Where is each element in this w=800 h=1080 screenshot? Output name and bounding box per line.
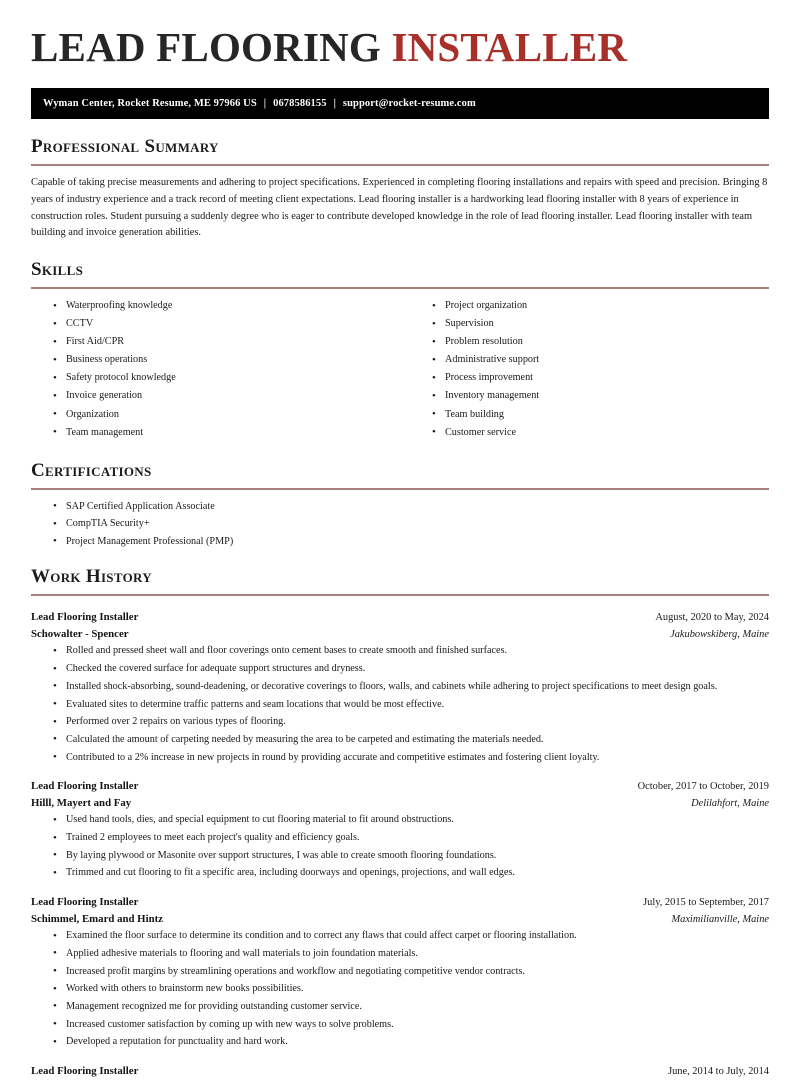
section-heading-summary: Professional Summary [31, 136, 219, 158]
page-title [31, 0, 769, 69]
job-dates: August, 2020 to May, 2024 [655, 612, 769, 624]
skills-columns [31, 298, 769, 443]
job-responsibilities-list [31, 928, 769, 1050]
list-item: • First Aid/CPR [53, 334, 400, 350]
list-item: • Increased profit margins by streamlining operations and workflow and negotiating competitive vendor contracts. [53, 964, 769, 980]
list-item: • Team building [432, 407, 769, 423]
contact-separator: | [333, 98, 336, 110]
list-item: • CompTIA Security+ [53, 516, 769, 532]
skills-list-left [31, 298, 400, 440]
job-title: Lead Flooring Installer [31, 611, 139, 624]
section-professional-summary [31, 136, 769, 242]
list-item: • Project Management Professional (PMP) [53, 534, 769, 550]
section-heading-skills: Skills [31, 259, 84, 281]
job-responsibilities-list [31, 812, 769, 881]
work-history-entry [31, 1063, 769, 1080]
job-title: Lead Flooring Installer [31, 895, 139, 908]
list-item: • Organization [53, 407, 400, 423]
name-accent: INSTALLER [391, 24, 628, 70]
list-item: • Safety protocol knowledge [53, 370, 400, 386]
job-header-row [31, 609, 769, 626]
list-item: • Process improvement [432, 370, 769, 386]
contact-email[interactable]: support@rocket-resume.com [342, 98, 476, 110]
list-item: • Administrative support [432, 352, 769, 368]
job-header-row [31, 778, 769, 795]
work-history-entry [31, 778, 769, 881]
job-title: Lead Flooring Installer [31, 780, 139, 793]
job-company: Schimmel, Emard and Hintz [31, 913, 163, 926]
job-location: Jakubowskiberg, Maine [670, 629, 769, 641]
list-item: • By laying plywood or Masonite over support structures, I was able to create smooth flooring foundations. [53, 848, 769, 864]
job-dates: July, 2015 to September, 2017 [643, 896, 769, 908]
list-item: • Trained 2 employees to meet each project's quality and efficiency goals. [53, 830, 769, 846]
contact-address: Wyman Center, Rocket Resume, ME 97966 US [43, 98, 257, 110]
list-item: • Contributed to a 2% increase in new projects in round by providing accurate and competitive estimates and fostering client loyalty. [53, 750, 769, 766]
section-divider [31, 488, 769, 490]
contact-phone[interactable]: 0678586155 [273, 98, 327, 110]
skills-list-right [410, 298, 769, 440]
section-divider [31, 287, 769, 289]
list-item: • Team management [53, 425, 400, 441]
list-item: • Project organization [432, 298, 769, 314]
list-item: • Waterproofing knowledge [53, 298, 400, 314]
list-item: • Applied adhesive materials to flooring and wall materials to join foundation materials. [53, 946, 769, 962]
contact-bar [31, 88, 769, 119]
section-skills [31, 259, 769, 443]
job-company: Hilll, Mayert and Fay [31, 797, 132, 810]
certifications-list [31, 499, 769, 550]
skills-column-right [400, 298, 769, 443]
list-item: • Examined the floor surface to determine its condition and to correct any flaws that could affect carpet or flooring installation. [53, 928, 769, 944]
job-title: Lead Flooring Installer [31, 1064, 139, 1077]
name-primary: LEAD FLOORING [31, 24, 381, 70]
job-company: Schowalter - Spencer [31, 628, 129, 641]
list-item: • Developed a reputation for punctuality and hard work. [53, 1034, 769, 1050]
section-divider [31, 594, 769, 596]
job-subheader-row [31, 911, 769, 928]
list-item: • Evaluated sites to determine traffic patterns and seam locations that would be most effective. [53, 697, 769, 713]
list-item: • Inventory management [432, 388, 769, 404]
list-item: • SAP Certified Application Associate [53, 499, 769, 515]
job-location: Maximilianville, Maine [671, 914, 769, 926]
list-item: • Worked with others to brainstorm new books possibilities. [53, 981, 769, 997]
section-heading-work-history: Work History [31, 566, 152, 588]
list-item: • Supervision [432, 316, 769, 332]
list-item: • Used hand tools, dies, and special equipment to cut flooring material to fit around obstructions. [53, 812, 769, 828]
section-divider [31, 164, 769, 166]
list-item: • Management recognized me for providing outstanding customer service. [53, 999, 769, 1015]
job-subheader-row [31, 626, 769, 643]
list-item: • Performed over 2 repairs on various types of flooring. [53, 714, 769, 730]
section-heading-certifications: Certifications [31, 459, 152, 481]
list-item: • Increased customer satisfaction by coming up with new ways to solve problems. [53, 1017, 769, 1033]
job-header-row [31, 1063, 769, 1080]
list-item: • Problem resolution [432, 334, 769, 350]
list-item: • Invoice generation [53, 388, 400, 404]
list-item: • Checked the covered surface for adequate support structures and dryness. [53, 661, 769, 677]
list-item: • Customer service [432, 425, 769, 441]
summary-text: Capable of taking precise measurements and adhering to project specifications. Experienced in completing flooring installations and repairs with speed and precision. Bringing 8 years of industry experience and a track record of meeting client expectations. Lead flooring installer is a hardworking lead flooring installer with 8 years of experience in construction roles. Student pursuing a suddenly degree who is eager to contribute developed knowledge in the role of lead flooring installer. Lead flooring installer with team building and invoice generation abilities. [31, 176, 768, 239]
list-item: • Installed shock-absorbing, sound-deadening, or decorative coverings to floors, walls, and cabinets while adhering to project specifications to meet design goals. [53, 679, 769, 695]
list-item: • CCTV [53, 316, 400, 332]
section-work-history [31, 566, 769, 1079]
list-item: • Business operations [53, 352, 400, 368]
job-header-row [31, 894, 769, 911]
work-history-entry [31, 609, 769, 765]
job-dates: October, 2017 to October, 2019 [637, 781, 769, 793]
list-item: • Calculated the amount of carpeting needed by measuring the area to be carpeted and estimating the materials needed. [53, 732, 769, 748]
work-history-entry [31, 894, 769, 1050]
job-location: Delilahfort, Maine [691, 798, 769, 810]
contact-separator: | [263, 98, 267, 110]
job-dates: June, 2014 to July, 2014 [668, 1065, 769, 1077]
job-subheader-row [31, 795, 769, 812]
list-item: • Rolled and pressed sheet wall and floor coverings onto cement bases to create smooth and finished surfaces. [53, 643, 769, 659]
job-responsibilities-list [31, 643, 769, 765]
skills-column-left [31, 298, 400, 443]
section-certifications [31, 460, 769, 550]
list-item: • Trimmed and cut flooring to fit a specific area, including doorways and openings, projections, and wall edges. [53, 865, 769, 881]
